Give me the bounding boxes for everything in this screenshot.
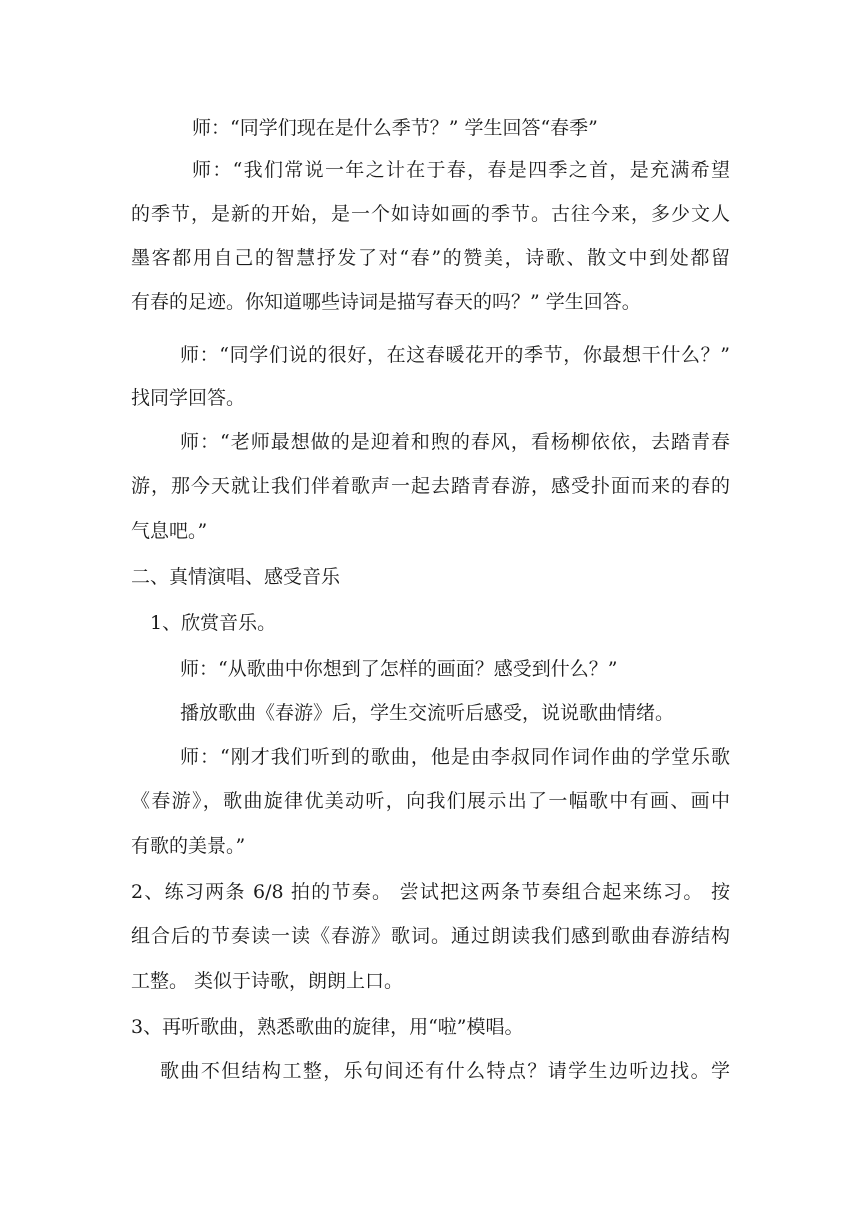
paragraph-line: 师：“同学们现在是什么季节？” 学生回答“春季”	[192, 117, 598, 139]
paragraph-line: 播放歌曲《春游》后，学生交流听后感受，说说歌曲情绪。	[180, 702, 675, 724]
paragraph-line: 游，那今天就让我们伴着歌声一起去踏青春游，感受扑面而来的春的	[131, 475, 730, 497]
paragraph-line: 有春的足迹。你知道哪些诗词是描写春天的吗？” 学生回答。	[131, 291, 641, 313]
paragraph-line: 师：“老师最想做的是迎着和煦的春风，看杨柳依依，去踏青春	[180, 431, 730, 453]
paragraph-line: 有歌的美景。”	[131, 835, 246, 857]
paragraph-line: 气息吧。”	[131, 520, 208, 542]
paragraph-line: 师：“同学们说的很好，在这春暖花开的季节，你最想干什么？”	[180, 344, 730, 366]
paragraph-line: 工整。 类似于诗歌，朗朗上口。	[131, 970, 404, 992]
paragraph-line: 找同学回答。	[131, 387, 246, 409]
section-heading: 二、真情演唱、感受音乐	[131, 566, 341, 588]
paragraph-line: 2、练习两条 6/8 拍的节奏。 尝试把这两条节奏组合起来练习。 按	[131, 881, 730, 903]
paragraph-line: 的季节，是新的开始，是一个如诗如画的季节。古往今来，多少文人	[131, 203, 730, 225]
subsection-heading: 1、欣赏音乐。	[150, 612, 277, 634]
paragraph-line: 墨客都用自己的智慧抒发了对“春”的赞美，诗歌、散文中到处都留	[131, 247, 730, 269]
paragraph-line: 师：“刚才我们听到的歌曲，他是由李叔同作词作曲的学堂乐歌	[180, 746, 730, 768]
paragraph-line: 师：“我们常说一年之计在于春，春是四季之首，是充满希望	[192, 159, 730, 181]
paragraph-line: 师：“从歌曲中你想到了怎样的画面？感受到什么？”	[180, 658, 618, 680]
paragraph-line: 组合后的节奏读一读《春游》歌词。通过朗读我们感到歌曲春游结构	[131, 925, 730, 947]
paragraph-line: 《春游》，歌曲旋律优美动听，向我们展示出了一幅歌中有画、画中	[131, 790, 730, 812]
paragraph-line: 3、再听歌曲，熟悉歌曲的旋律，用“啦”模唱。	[131, 1016, 524, 1038]
paragraph-line: 歌曲不但结构工整，乐句间还有什么特点？请学生边听边找。学	[160, 1060, 730, 1082]
